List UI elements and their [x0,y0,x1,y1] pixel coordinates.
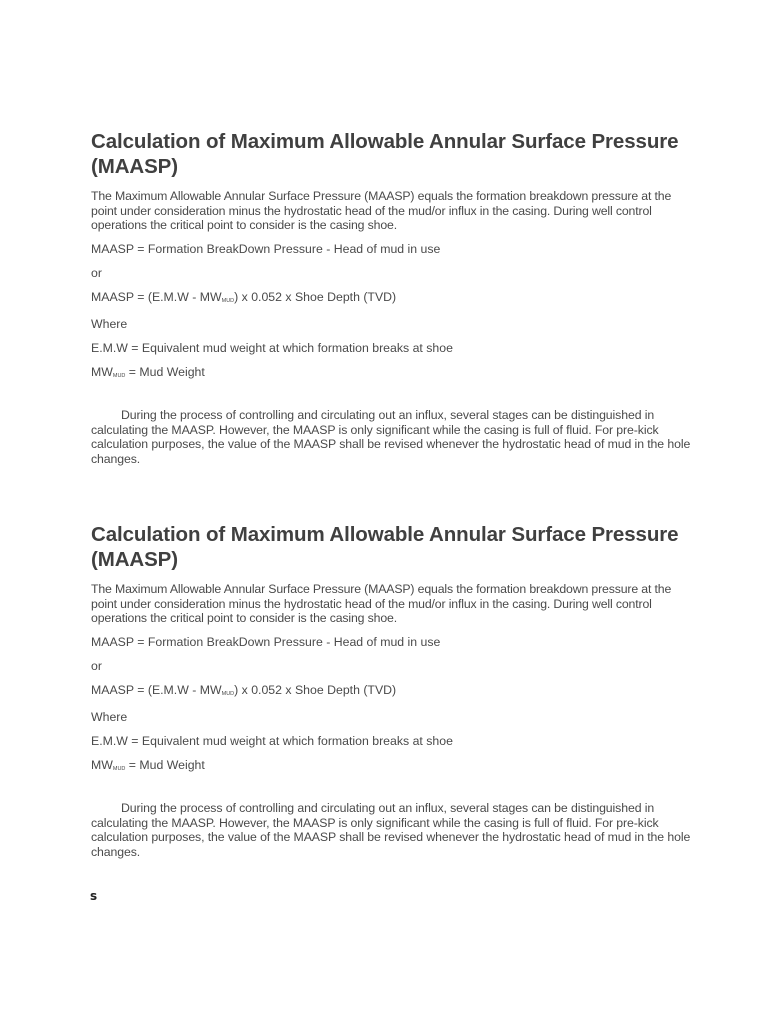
formula-emw-start: MAASP = (E.M.W - MW [91,289,222,304]
or-text: or [91,658,102,673]
footer-glyph: s [90,889,98,903]
mw-meaning: = Mud Weight [125,757,205,772]
mw-definition [91,758,691,776]
mw-symbol: MW [91,757,113,772]
formula-emw-start: MAASP = (E.M.W - MW [91,682,222,697]
mw-meaning: = Mud Weight [125,364,205,379]
formula-breakdown: MAASP = Formation BreakDown Pressure - Head of mud in use [91,241,441,256]
or-text: or [91,265,102,280]
section-2 [91,522,691,859]
mud-subscript: MUD [112,372,126,379]
mud-subscript: MUD [112,765,126,772]
formula-emw [91,683,691,701]
formula-breakdown: MAASP = Formation BreakDown Pressure - Head of mud in use [91,634,441,649]
process-paragraph: During the process of controlling and circulating out an influx, several stages can be distinguished in calculating the MAASP. However, the MAASP is only significant while the casing is full of fluid. For pre-kick calculation purposes, the value of the MAASP shall be revised whenever the hydrostatic head of mud in the hole changes. [91,408,691,466]
emw-definition: E.M.W = Equivalent mud weight at which formation breaks at shoe [91,733,453,748]
section-heading: Calculation of Maximum Allowable Annular Surface Pressure (MAASP) [91,130,679,178]
formula-emw-end: ) x 0.052 x Shoe Depth (TVD) [234,682,397,697]
process-paragraph: During the process of controlling and circulating out an influx, several stages can be distinguished in calculating the MAASP. However, the MAASP is only significant while the casing is full of fluid. For pre-kick calculation purposes, the value of the MAASP shall be revised whenever the hydrostatic head of mud in the hole changes. [91,801,691,859]
intro-paragraph: The Maximum Allowable Annular Surface Pressure (MAASP) equals the formation breakdown pressure at the point under consideration minus the hydrostatic head of the mud/or influx in the casing. During well control operations the critical point to consider is the casing shoe. [91,582,672,625]
where-text: Where [91,316,128,331]
mw-symbol: MW [91,364,113,379]
emw-definition: E.M.W = Equivalent mud weight at which formation breaks at shoe [91,340,453,355]
where-text: Where [91,709,128,724]
intro-paragraph: The Maximum Allowable Annular Surface Pressure (MAASP) equals the formation breakdown pressure at the point under consideration minus the hydrostatic head of the mud/or influx in the casing. During well control operations the critical point to consider is the casing shoe. [91,189,672,232]
formula-emw-end: ) x 0.052 x Shoe Depth (TVD) [234,289,397,304]
section-1 [91,129,691,466]
formula-emw [91,290,691,308]
section-heading: Calculation of Maximum Allowable Annular Surface Pressure (MAASP) [91,523,679,571]
mud-subscript: MUD [221,297,235,304]
mw-definition [91,365,691,383]
mud-subscript: MUD [221,690,235,697]
